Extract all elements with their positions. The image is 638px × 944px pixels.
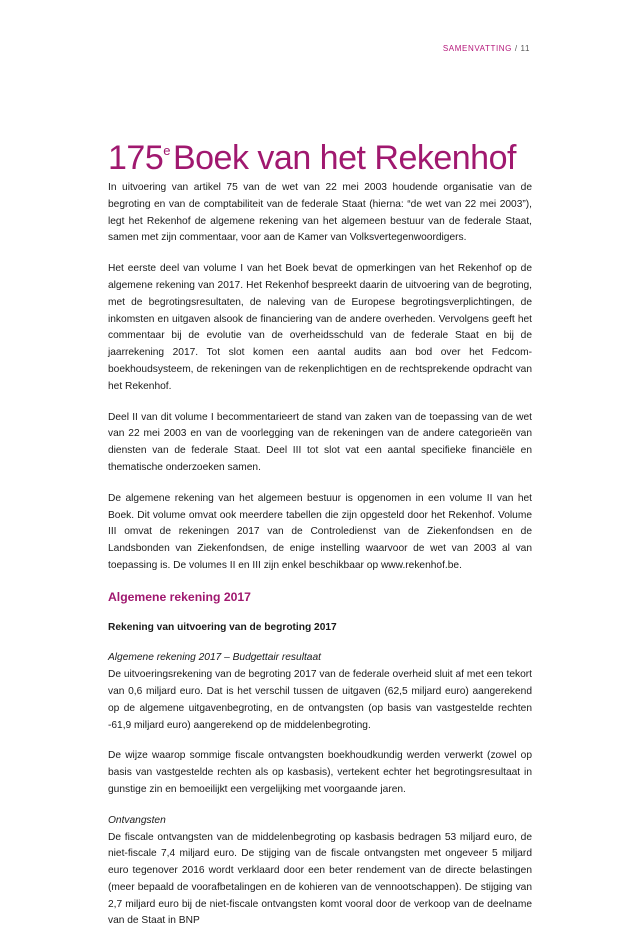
page-title <box>108 139 516 178</box>
revenue-text: De fiscale ontvangsten van de middelenbegroting op kasbasis bedragen 53 miljard euro, de niet-fiscale 7,4 miljard euro. De stijging van de fiscale ontvangsten met ongeveer 5 miljard euro tegenover 2016 wordt verklaard door een beter rendement van de directe belastingen (meer bepaald de voorafbetalingen en de kohieren van de vennootschappen). De stijging van 2,7 miljard euro bij de niet-fiscale ontvangsten komt vooral door de verkoop van de deelname van de Staat in BNP <box>108 831 532 927</box>
fiscal-processing-paragraph: De wijze waarop sommige fiscale ontvangsten boekhoudkundig werden verwerkt (zowel op basis van vastgestelde rechten als op kasbasis), vertekent echter het begrotingsresultaat in gunstige zin en bemoeilijkt een vergelijking met voorgaande jaren. <box>108 750 532 795</box>
title-text: Boek van het Rekenhof <box>172 138 516 177</box>
budget-result-block <box>108 650 532 734</box>
intro-paragraph-4: De algemene rekening van het algemeen bestuur is opgenomen in een volume II van het Boek. Dit volume omvat ook meerdere tabellen die zijn opgesteld door het Rekenhof. Volume III omvat de rekeningen 2017 van de Controledienst van de Ziekenfondsen en de Landsbonden van Ziekenfondsen, de enige instelling waarvoor de wet van 2003 al van toepassing is. De volumes II en III zijn enkel beschikbaar op www.rekenhof.be. <box>108 492 532 571</box>
intro-paragraph-1: In uitvoering van artikel 75 van de wet van 22 mei 2003 houdende organisatie van de begroting en van de comptabiliteit van de federale Staat (hierna: “de wet van 22 mei 2003”), legt het Rekenhof de algemene rekening van het algemeen bestuur van de federale Staat, samen met zijn commentaar, voor aan de Kamer van Volksvertegenwoordigers. <box>108 182 532 244</box>
page-number: 11 <box>520 44 530 53</box>
budget-result-label: Algemene rekening 2017 – Budgettair resultaat <box>108 652 321 664</box>
header-separator: / <box>512 44 521 53</box>
intro-paragraph-2: Het eerste deel van volume I van het Boek bevat de opmerkingen van het Rekenhof op de algemene rekening van 2017. Het Rekenhof bespreekt daarin de uitvoering van de begroting, met de begrotingsresultaten, de naleving van de Europese begrotingsverplichtingen, de inkomsten en uitgaven alsook de financiering van de andere overheden. Vervolgens geeft het commentaar bij de evolutie van de overheidsschuld van de federale Staat en bij de jaarrekening 2017. Tot slot komen een aantal audits aan bod over het Fedcom-boekhoudsysteem, de rekeningen van de rekenplichtigen en de rechtsprekende opdracht van het Rekenhof. <box>108 263 532 392</box>
budget-result-text: De uitvoeringsrekening van de begroting 2017 van de federale overheid sluit af met een tekort van 0,6 miljard euro. Dat is het verschil tussen de uitgaven (62,5 miljard euro) aangerekend op de algemene uitgavenbegroting, en de ontvangsten (op basis van vastgestelde rechten -61,9 miljard euro) aangerekend op de middelenbegroting. <box>108 669 532 731</box>
revenue-label: Ontvangsten <box>108 814 166 826</box>
title-number: 175 <box>108 138 164 177</box>
section-subheading: Rekening van uitvoering van de begroting 2017 <box>108 621 337 633</box>
running-header <box>443 44 530 53</box>
intro-paragraph-3: Deel II van dit volume I becommentarieert de stand van zaken van de toepassing van de wet van 22 mei 2003 en van de voorlegging van de rekeningen van de andere categorieën van diensten van de federale Staat. Deel III tot slot vat een aantal specifieke financiële en thematische onderzoeken samen. <box>108 411 532 473</box>
section-heading: Algemene rekening 2017 <box>108 589 251 604</box>
revenue-block <box>108 813 532 931</box>
header-section-label: SAMENVATTING <box>442 44 513 53</box>
title-superscript: e <box>163 142 170 158</box>
main-content <box>108 180 532 944</box>
